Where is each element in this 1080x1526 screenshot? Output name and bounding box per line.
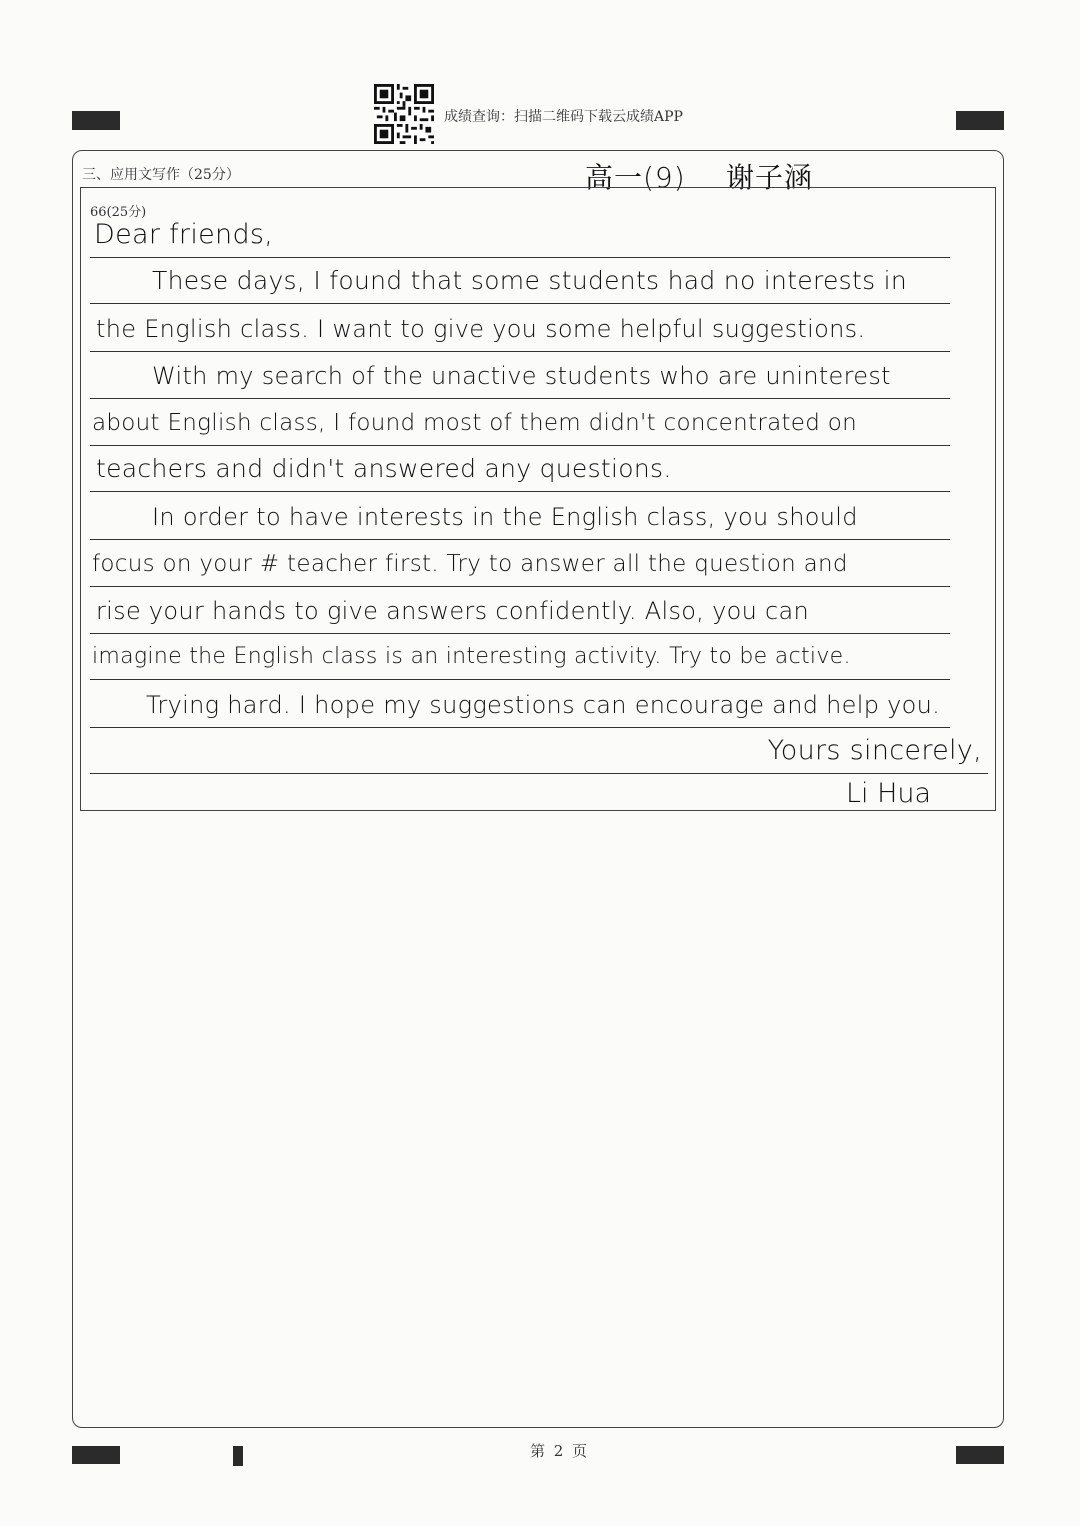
qr-caption: 成绩查询：扫描二维码下载云成绩APP bbox=[444, 109, 683, 125]
question-number: 66(25分) bbox=[90, 205, 147, 220]
section-title: 三、应用文写作（25分） bbox=[82, 167, 240, 183]
closing-line: Yours sincerely, bbox=[90, 728, 988, 774]
answer-line: imagine the English class is an interesting activity. Try to be active. bbox=[90, 634, 950, 680]
answer-line: These days, I found that some students had no interests in bbox=[90, 258, 950, 304]
answer-line: about English class, I found most of them didn't concentrated on bbox=[90, 400, 950, 446]
signature: Li Hua bbox=[846, 778, 932, 809]
class-label: 高一(9) bbox=[585, 161, 686, 194]
answer-line: teachers and didn't answered any questions. bbox=[90, 446, 950, 492]
answer-line: Trying hard. I hope my suggestions can encourage and help you. bbox=[90, 682, 950, 728]
answer-line: With my search of the unactive students who are uninterest bbox=[90, 353, 950, 399]
answer-line: In order to have interests in the English class, you should bbox=[90, 494, 950, 540]
answer-line: rise your hands to give answers confidently. Also, you can bbox=[90, 588, 950, 634]
page-number: 第 2 页 bbox=[530, 1442, 590, 1460]
student-name: 谢子涵 bbox=[726, 161, 814, 194]
answer-line: focus on your # teacher first. Try to answer all the question and bbox=[90, 541, 950, 587]
answer-line: the English class. I want to give you some helpful suggestions. bbox=[90, 306, 950, 352]
answer-line: Dear friends, bbox=[90, 212, 950, 258]
